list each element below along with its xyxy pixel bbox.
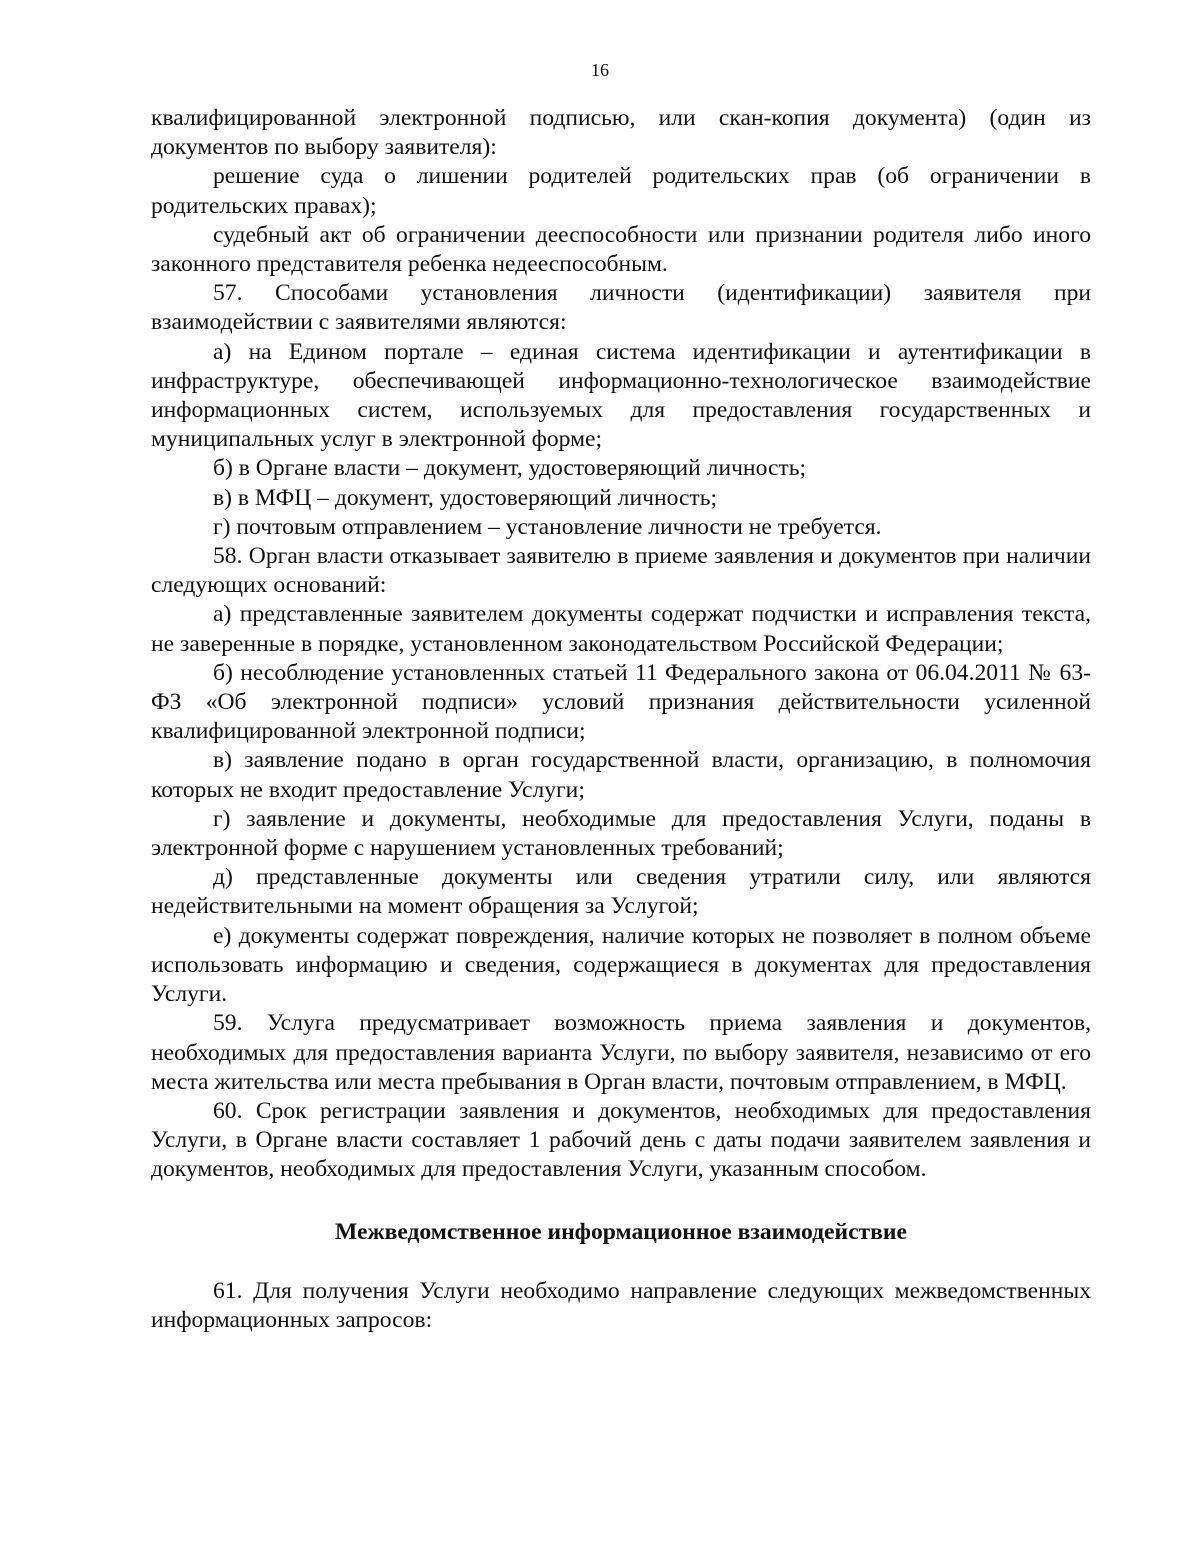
document-body [151, 104, 1091, 1335]
page-number: 16 [591, 60, 609, 80]
paragraph-61: 61. Для получения Услуги необходимо направление следующих межведомственных информационных запросов: [151, 1277, 1091, 1333]
paragraph-57-v: в) в МФЦ – документ, удостоверяющий личность; [213, 484, 718, 511]
paragraph-judicial-act: судебный акт об ограничении дееспособности или признании родителя либо иного законного представителя ребенка недееспособным. [151, 221, 1091, 278]
paragraph-57-g: г) почтовым отправлением – установление личности не требуется. [213, 513, 882, 540]
paragraph-58-d: д) представленные документы или сведения утратили силу, или являются недействительными на момент обращения за Услугой; [151, 864, 1091, 920]
section-heading: Межведомственное информационное взаимодействие [335, 1218, 907, 1245]
paragraph-58-e: е) документы содержат повреждения, наличие которых не позволяет в полном объеме использовать информацию и сведения, содержащиеся в документах для предоставления Услуги. [151, 922, 1091, 1008]
paragraph-57: 57. Способами установления личности (идентификации) заявителя при взаимодействии с заявителями являются: [151, 280, 1091, 336]
paragraph-60: 60. Срок регистрации заявления и документов, необходимых для предоставления Услуги, в Органе власти составляет 1 рабочий день с даты подачи заявителем заявления и документов, необходимых для предоставления Услуги, указанным способом. [151, 1097, 1091, 1183]
paragraph-57-a: а) на Едином портале – единая система идентификации и аутентификации в инфраструктуре, обеспечивающей информационно-технологическое взаимодействие информационных систем, используемых для предоставления государственных и муниципальных услуг в электронной форме; [151, 338, 1091, 453]
paragraph-57-b: б) в Органе власти – документ, удостоверяющий личность; [213, 455, 807, 482]
paragraph-continuation: квалифицированной электронной подписью, или скан-копия документа) (один из документов по выбору заявителя): [151, 105, 1091, 161]
paragraph-58-b: б) несоблюдение установленных статьей 11 Федерального закона от 06.04.2011 № 63-ФЗ «Об электронной подписи» условий признания действительности усиленной квалифицированной электронной подписи; [151, 659, 1091, 745]
paragraph-58-g: г) заявление и документы, необходимые для предоставления Услуги, поданы в электронной форме с нарушением установленных требований; [151, 805, 1091, 862]
paragraph-59: 59. Услуга предусматривает возможность приема заявления и документов, необходимых для предоставления варианта Услуги, по выбору заявителя, независимо от его места жительства или места пребывания в Орган власти, почтовым отправлением, в МФЦ. [151, 1010, 1091, 1095]
paragraph-58-a: а) представленные заявителем документы содержат подчистки и исправления текста, не заверенные в порядке, установленном законодательством Российской Федерации; [151, 601, 1091, 657]
paragraph-58: 58. Орган власти отказывает заявителю в приеме заявления и документов при наличии следующих оснований: [151, 543, 1091, 599]
paragraph-58-v: в) заявление подано в орган государственной власти, организацию, в полномочия которых не входит предоставление Услуги; [151, 747, 1091, 803]
paragraph-court-decision: решение суда о лишении родителей родительских прав (об ограничении в родительских правах); [151, 163, 1091, 219]
